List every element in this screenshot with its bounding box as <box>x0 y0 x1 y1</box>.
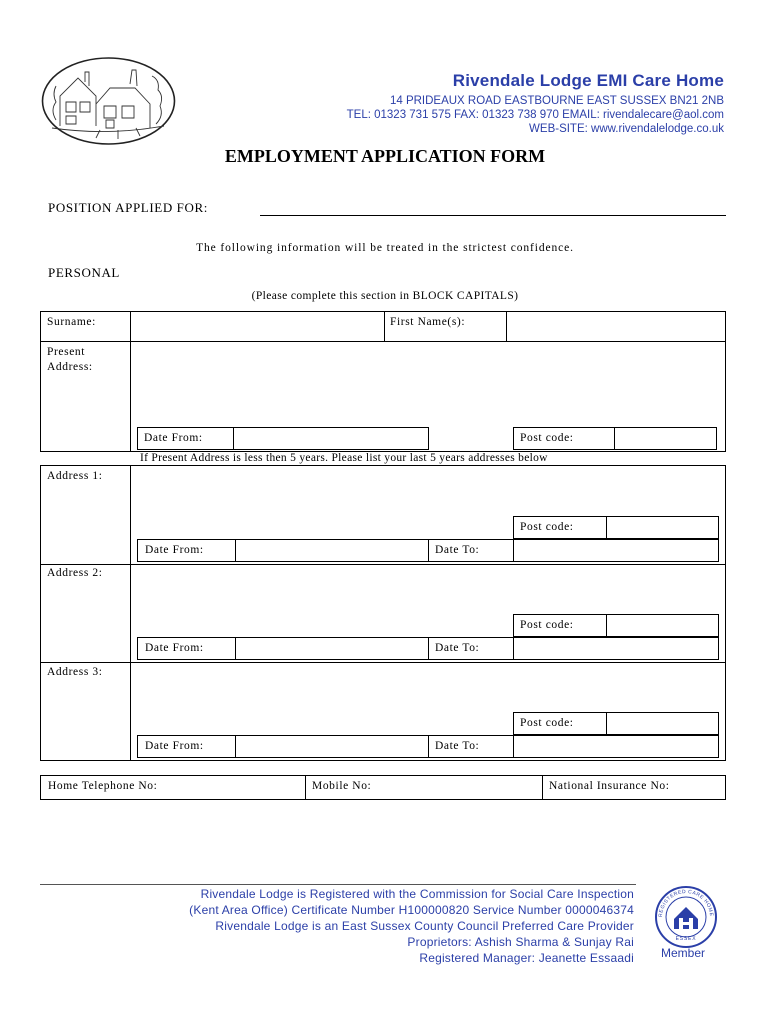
org-website: WEB-SITE: www.rivendalelodge.co.uk <box>529 123 724 135</box>
address2-date-from-label: Date From: <box>145 642 204 654</box>
address2-postcode-input[interactable] <box>606 614 719 637</box>
address3-label: Address 3: <box>47 666 103 678</box>
member-label: Member <box>661 946 706 960</box>
section-personal-heading: PERSONAL <box>48 265 120 280</box>
footer-line-5: Registered Manager: Jeanette Essaadi <box>419 951 634 965</box>
address3-postcode-label: Post code: <box>520 717 574 729</box>
first-names-input[interactable] <box>507 312 725 341</box>
footer-line-1: Rivendale Lodge is Registered with the Commission for Social Care Inspection <box>200 887 634 901</box>
surname-label: Surname: <box>47 316 96 328</box>
national-insurance-label: National Insurance No: <box>549 780 670 792</box>
logo-house-illustration <box>40 56 177 146</box>
confidential-note: The following information will be treated in the strictest confidence. <box>196 242 574 254</box>
address1-postcode-input[interactable] <box>606 516 719 539</box>
address1-label: Address 1: <box>47 470 103 482</box>
org-name: Rivendale Lodge EMI Care Home <box>452 71 724 90</box>
form-title: EMPLOYMENT APPLICATION FORM <box>224 146 546 166</box>
org-contact: TEL: 01323 731 575 FAX: 01323 738 970 EMAIL: rivendalecare@aol.com <box>346 109 724 121</box>
org-address: 14 PRIDEAUX ROAD EASTBOURNE EAST SUSSEX BN21 2NB <box>389 95 724 107</box>
address1-date-from-input[interactable] <box>235 539 429 562</box>
address2-label: Address 2: <box>47 567 103 579</box>
address3-date-from-label: Date From: <box>145 740 204 752</box>
svg-text:ESSEX: ESSEX <box>675 936 697 942</box>
address3-date-to-input[interactable] <box>513 735 719 758</box>
address3-date-from-input[interactable] <box>235 735 429 758</box>
footer-line-4: Proprietors: Ashish Sharma & Sunjay Rai <box>407 935 634 949</box>
address2-postcode-label: Post code: <box>520 619 574 631</box>
position-label: POSITION APPLIED FOR: <box>48 200 208 215</box>
present-address-input[interactable] <box>131 342 725 426</box>
address1-date-from-label: Date From: <box>145 544 204 556</box>
footer-line-3: Rivendale Lodge is an East Sussex County Council Preferred Care Provider <box>215 919 634 933</box>
address2-date-from-input[interactable] <box>235 637 429 660</box>
address1-input[interactable] <box>131 466 725 516</box>
home-telephone-label: Home Telephone No: <box>48 780 158 792</box>
present-date-from-label: Date From: <box>144 432 203 444</box>
surname-input[interactable] <box>131 312 384 341</box>
present-date-from-input[interactable] <box>233 427 429 450</box>
present-postcode-input[interactable] <box>614 427 717 450</box>
address3-date-to-label: Date To: <box>435 740 480 752</box>
position-input-line[interactable] <box>260 215 726 216</box>
svg-text:REGISTERED CARE HOMES ASSOCIAT: REGISTERED CARE HOME <box>657 888 715 918</box>
address2-date-to-label: Date To: <box>435 642 480 654</box>
footer-line-2: (Kent Area Office) Certificate Number H100000820 Service Number 0000046374 <box>189 903 634 917</box>
address3-postcode-input[interactable] <box>606 712 719 735</box>
address3-input[interactable] <box>131 663 725 712</box>
present-address-label: Present Address: <box>47 346 93 373</box>
present-postcode-label: Post code: <box>520 432 574 444</box>
association-badge-icon <box>654 885 718 949</box>
footer-divider <box>40 884 636 885</box>
block-capitals-note: (Please complete this section in BLOCK CAPITALS) <box>251 290 519 302</box>
address2-date-to-input[interactable] <box>513 637 719 660</box>
address2-input[interactable] <box>131 565 725 614</box>
mobile-label: Mobile No: <box>312 780 372 792</box>
first-names-label: First Name(s): <box>390 316 466 328</box>
previous-addresses-note: If Present Address is less then 5 years. Please list your last 5 years addresses below <box>140 452 548 464</box>
address1-postcode-label: Post code: <box>520 521 574 533</box>
address1-date-to-input[interactable] <box>513 539 719 562</box>
address1-date-to-label: Date To: <box>435 544 480 556</box>
